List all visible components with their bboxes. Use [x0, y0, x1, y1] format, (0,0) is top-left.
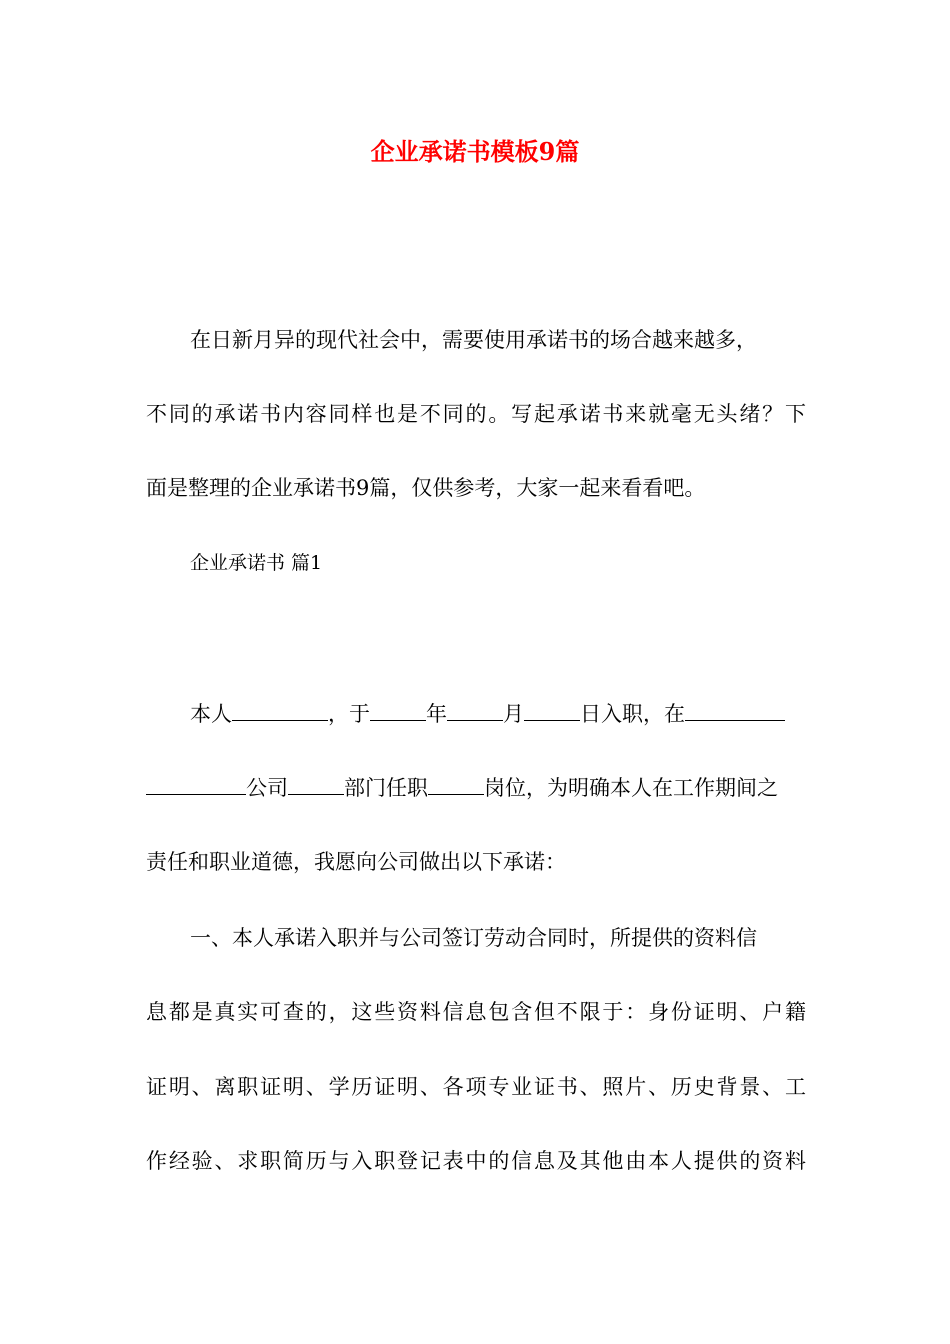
- intro-line-1: 在日新月异的现代社会中，需要使用承诺书的场合越来越多，: [190, 328, 757, 352]
- day-blank: [524, 698, 580, 721]
- form-text: 本人: [190, 702, 232, 726]
- form-text: ，于: [328, 702, 370, 726]
- intro-line-3: 面是整理的企业承诺书9篇，仅供参考，大家一起来看看吧。: [146, 476, 706, 500]
- clause-1-line-3: 证明、离职证明、学历证明、各项专业证书、照片、历史背景、工: [146, 1075, 806, 1099]
- form-text: 日入职，在: [580, 702, 685, 726]
- intro-line-2: 不同的承诺书内容同样也是不同的。写起承诺书来就毫无头绪？下: [146, 402, 806, 426]
- document-title: 企业承诺书模板9篇: [370, 137, 580, 166]
- form-line-1: [146, 698, 850, 730]
- clause-1-line-1: 一、本人承诺入职并与公司签订劳动合同时，所提供的资料信: [190, 926, 757, 950]
- form-text: 公司: [246, 776, 288, 800]
- form-text: 岗位，为明确本人在工作期间之: [484, 776, 778, 800]
- section-heading: 企业承诺书 篇1: [190, 552, 323, 574]
- form-line-2: [146, 772, 806, 804]
- form-text: 年: [426, 702, 447, 726]
- form-text: 月: [503, 702, 524, 726]
- clause-1-line-2: 息都是真实可查的，这些资料信息包含但不限于：身份证明、户籍: [146, 1000, 806, 1024]
- clause-1-line-4: 作经验、求职简历与入职登记表中的信息及其他由本人提供的资料: [146, 1149, 806, 1173]
- company-blank-part2: [146, 772, 246, 795]
- name-blank: [232, 698, 328, 721]
- form-text: 部门任职: [344, 776, 428, 800]
- year-blank: [370, 698, 426, 721]
- form-line-3: 责任和职业道德，我愿向公司做出以下承诺：: [146, 850, 566, 874]
- position-blank: [428, 772, 484, 795]
- company-blank-part1: [685, 698, 785, 721]
- month-blank: [447, 698, 503, 721]
- department-blank: [288, 772, 344, 795]
